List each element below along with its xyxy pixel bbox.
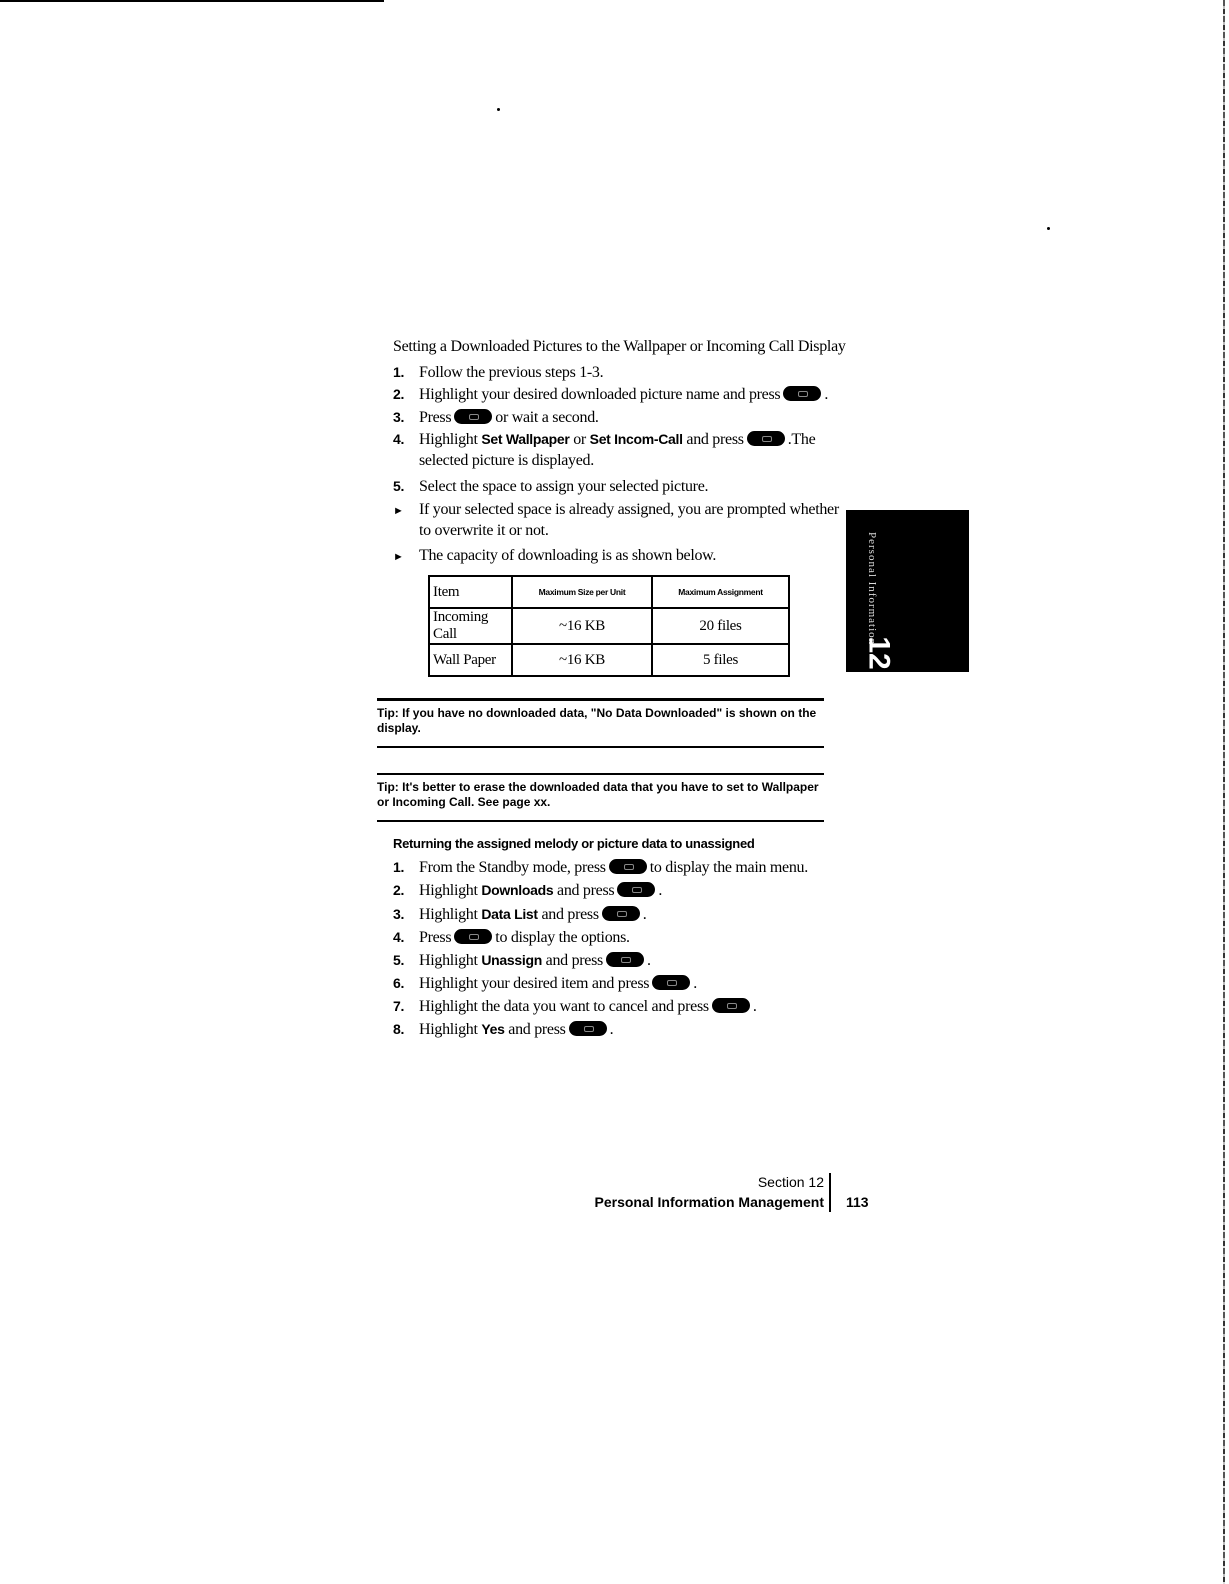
- table-cell: ~16 KB: [512, 608, 652, 644]
- step-text: .: [752, 998, 757, 1015]
- step-text: Highlight: [419, 906, 478, 923]
- menu-key-icon: [454, 929, 492, 944]
- subheading: Returning the assigned melody or picture data to unassigned: [393, 836, 755, 851]
- table-header-item: Item: [429, 576, 512, 608]
- option-downloads: Downloads: [481, 882, 554, 898]
- tip-text: It's better to erase the downloaded data that you have to set to Wallpaper or Incoming Call. See page xx.: [377, 780, 819, 809]
- step-number: 3.: [393, 409, 405, 425]
- table-header-max-assignment: Maximum Assignment: [652, 576, 789, 608]
- scan-edge-top: [0, 0, 384, 2]
- step-number: 3.: [393, 906, 405, 922]
- option-set-incom-call: Set Incom-Call: [589, 431, 683, 447]
- step-b-6: [393, 975, 697, 993]
- tip-label: Tip:: [377, 706, 399, 720]
- bullet-2: [393, 547, 716, 565]
- step-number: 2.: [393, 386, 405, 402]
- step-number: 5.: [393, 952, 405, 968]
- step-text: Highlight: [419, 1021, 478, 1038]
- step-text: .: [658, 882, 663, 899]
- capacity-table: [428, 575, 790, 677]
- step-b-7: [393, 998, 757, 1016]
- table-row: [429, 608, 789, 644]
- bullet-text: If your selected space is already assigned, you are prompted whether: [419, 501, 839, 518]
- arrow-bullet-icon: ►: [393, 551, 404, 563]
- ok-key-icon: [606, 952, 644, 967]
- section-heading: Setting a Downloaded Pictures to the Wallpaper or Incoming Call Display: [393, 338, 846, 355]
- table-header-max-size: Maximum Size per Unit: [512, 576, 652, 608]
- step-text: Highlight: [419, 431, 478, 448]
- menu-key-icon: [454, 409, 492, 424]
- tip-box-2: [377, 780, 827, 810]
- table-cell: 20 files: [652, 608, 789, 644]
- step-number: 4.: [393, 431, 405, 447]
- arrow-bullet-icon: ►: [393, 505, 404, 517]
- page-number: 113: [846, 1194, 869, 1210]
- tip-rule-bottom: [377, 746, 824, 748]
- side-tab-label: Personal Information: [866, 532, 878, 646]
- step-text: Highlight: [419, 882, 478, 899]
- step-text: and press: [686, 431, 744, 448]
- step-number: 7.: [393, 998, 405, 1014]
- footer-section: Section 12: [757, 1174, 824, 1190]
- tip-label: Tip:: [377, 780, 399, 794]
- step-text: Highlight your desired item and press: [419, 975, 650, 992]
- table-cell: ~16 KB: [512, 644, 652, 676]
- step-text: .: [609, 1021, 614, 1038]
- bullet-text: The capacity of downloading is as shown below.: [419, 547, 717, 564]
- step-text: or: [573, 431, 586, 448]
- step-continuation: selected picture is displayed.: [419, 452, 594, 469]
- ok-key-icon: [652, 975, 690, 990]
- option-set-wallpaper: Set Wallpaper: [481, 431, 570, 447]
- side-tab-number: 12: [862, 636, 896, 670]
- step-text: Highlight: [419, 952, 478, 969]
- step-text: .The: [787, 431, 816, 448]
- ok-key-icon: [617, 882, 655, 897]
- step-b-1: [393, 859, 808, 877]
- step-number: 8.: [393, 1021, 405, 1037]
- step-number: 6.: [393, 975, 405, 991]
- step-text: .: [646, 952, 651, 969]
- step-text: Select the space to assign your selected picture.: [419, 478, 709, 495]
- step-b-5: [393, 952, 651, 970]
- step-a-3: [393, 409, 599, 427]
- step-number: 1.: [393, 364, 405, 380]
- tip-rule-bottom: [377, 820, 824, 822]
- option-unassign: Unassign: [481, 952, 542, 968]
- step-text: to display the main menu.: [649, 859, 808, 876]
- ok-key-icon: [569, 1021, 607, 1036]
- step-a-1: [393, 364, 603, 382]
- tip-text: If you have no downloaded data, "No Data Downloaded" is shown on the display.: [377, 706, 817, 735]
- menu-key-icon: [609, 859, 647, 874]
- step-a-5: [393, 478, 708, 496]
- step-text: Highlight your desired downloaded picture name and press: [419, 386, 781, 403]
- tip-rule-top: [377, 773, 824, 775]
- ok-key-icon: [747, 431, 785, 446]
- scan-edge-right: [1223, 0, 1225, 1584]
- step-b-4: [393, 929, 630, 947]
- step-text: .: [642, 906, 647, 923]
- step-text: and press: [508, 1021, 566, 1038]
- step-text: and press: [545, 952, 603, 969]
- step-b-8: [393, 1021, 613, 1039]
- step-a-4: [393, 431, 815, 470]
- ok-key-icon: [602, 906, 640, 921]
- scan-speck: [497, 108, 500, 111]
- step-text: .: [824, 386, 829, 403]
- bullet-1: [393, 501, 839, 540]
- step-text: From the Standby mode, press: [419, 859, 606, 876]
- step-a-2: [393, 386, 828, 404]
- table-cell: Incoming Call: [429, 608, 512, 644]
- step-text: Highlight the data you want to cancel and press: [419, 998, 709, 1015]
- step-text: or wait a second.: [495, 409, 599, 426]
- ok-key-icon: [783, 386, 821, 401]
- scan-speck: [1047, 227, 1050, 230]
- tip-box-1: [377, 706, 827, 736]
- step-number: 1.: [393, 859, 405, 875]
- table-row: [429, 644, 789, 676]
- option-data-list: Data List: [481, 906, 538, 922]
- step-b-3: [393, 906, 646, 924]
- ok-key-icon: [712, 998, 750, 1013]
- step-number: 4.: [393, 929, 405, 945]
- option-yes: Yes: [481, 1021, 505, 1037]
- table-header-row: [429, 576, 789, 608]
- step-text: .: [693, 975, 697, 992]
- step-text: Follow the previous steps 1-3.: [419, 364, 604, 381]
- footer-divider: [829, 1173, 831, 1212]
- step-b-2: [393, 882, 662, 900]
- table-cell: 5 files: [652, 644, 789, 676]
- step-number: 5.: [393, 478, 405, 494]
- step-number: 2.: [393, 882, 405, 898]
- table-cell: Wall Paper: [429, 644, 512, 676]
- step-text: and press: [557, 882, 615, 899]
- step-text: to display the options.: [495, 929, 630, 946]
- tip-rule-top: [377, 698, 824, 701]
- step-text: Press: [419, 929, 452, 946]
- step-text: Press: [419, 409, 452, 426]
- footer-title: Personal Information Management: [594, 1194, 824, 1210]
- bullet-continuation: to overwrite it or not.: [419, 522, 549, 539]
- step-text: and press: [541, 906, 599, 923]
